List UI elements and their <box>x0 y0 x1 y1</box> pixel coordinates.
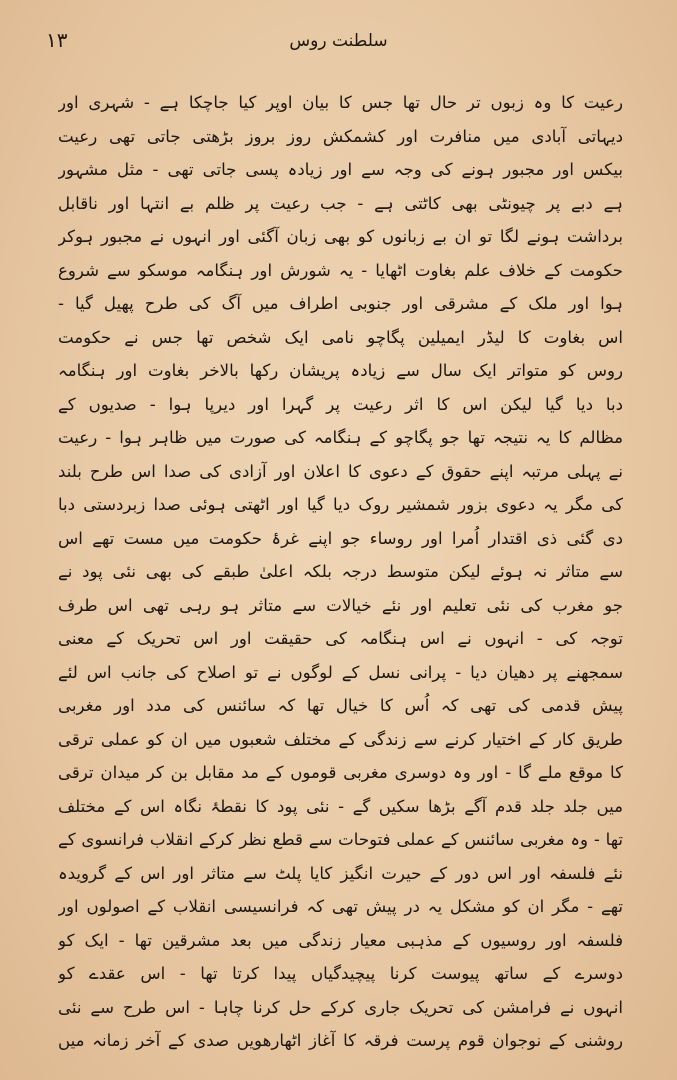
text-line: ہوا اور ملک کے مشرقی اور جنوبی اطراف میں آگ کی طرح پھیل گیا - <box>58 294 623 313</box>
text-line: روشنی کے نوجوان قوم پرست فرقہ کا آغاز اٹھارھویں صدی کے آخر زمانہ میں <box>58 1031 623 1050</box>
text-line: نے پہلی مرتبہ اپنے حقوق کے دعوی کا اعلان اور آزادی کی صدا اس طرح بلند <box>58 461 623 481</box>
text-line: دوسرے کے ساتھ پیوست کرنا پیچیدگیاں پیدا کرتا تھا - اس عقدے کو <box>58 964 623 983</box>
text-line: طریق کار کے اختیار کرنے سے زندگی کے مختلف شعبوں میں ان کو عملی ترقی <box>58 729 623 749</box>
text-line: سمجھنے پر دھیان دیا - پرانی نسل کے لوگوں نے تو اصلاح کی جانب اس لئے <box>58 662 623 682</box>
text-line: انہوں نے فرامشن کی تحریک جاری کرکے حل کرنا چاہا - اس طرح سے نئی <box>58 997 623 1017</box>
text-line: فلسفہ اور روسیوں کے مذہبی معیار زندگی میں بعد مشرقین تھا - ایک کو <box>58 930 623 950</box>
text-line: کا موقع ملے گا - اور وہ دوسری مغربی قوموں کے مد مقابل بن کر میدان ترقی <box>58 763 623 782</box>
text-line: پیش قدمی کی تھی کہ اُس کا خیال تھا کہ سائنس کی مدد اور مغربی <box>58 696 623 715</box>
text-line: ہے دبے پر چیونٹی بھی کاٹتی ہے - جب رعیت پر ظلم بے انتہا اور ناقابل <box>58 193 623 213</box>
running-title: سلطنت روس <box>289 31 388 51</box>
text-line: روس کو متواتر ایک سال سے زیادہ پریشان رکھا بالاخر بغاوت اور ہنگامہ <box>58 361 623 380</box>
text-line: رعیت کا وہ زبوں تر حال تھا جس کا بیان اوپر کیا جاچکا ہے - شہری اور <box>58 93 623 112</box>
text-line: بیکس اور مجبور ہونے کی وجہ سے اور زیادہ پسی جاتی تھی - مثل مشہور <box>58 160 623 179</box>
text-line: اس بغاوت کا لیڈر ایمیلین پگاچو نامی ایک شخص تھا جس نے حکومت <box>58 327 623 347</box>
body-text <box>58 86 623 1058</box>
text-line: کی مگر یہ دعوی بزور شمشیر روک دیا گیا اور اٹھتی ہوئی صدا زبردستی دبا <box>58 495 623 514</box>
text-line: سے متاثر نہ ہوئے لیکن متوسط درجہ بلکہ اعلیٰ طبقے کی بھی نئی پود نے <box>58 562 623 581</box>
page-number: ١٣ <box>46 28 68 52</box>
text-line: دیہاتی آبادی میں منافرت اور کشمکش روز بروز بڑھتی جاتی تھی رعیت <box>58 126 623 146</box>
text-line: دی گئی ذی اقتدار اُمرا اور روساء جو اپنے غرۂ حکومت میں مست تھے اس <box>58 528 623 548</box>
text-line: برداشت ہونے لگا تو ان بے زبانوں کو بھی زبان آگئی اور انہوں نے مجبور ہوکر <box>58 227 623 246</box>
text-line: دبا دیا گیا لیکن اس کا اثر رعیت پر گہرا اور دیرپا ہوا - صدیوں کے <box>58 394 623 414</box>
text-line: جو مغرب کی نئی تعلیم اور نئے خیالات سے متاثر ہو رہی تھی اس طرف <box>58 595 623 615</box>
text-line: تھا - وہ مغربی سائنس کے عملی فتوحات سے قطع نظر کرکے انقلاب فرانسوی کے <box>58 830 623 849</box>
text-line: میں جلد جلد قدم آگے بڑھا سکیں گے - نئی پود کا نقطۂ نگاہ اس کے مختلف <box>58 796 623 816</box>
text-line: تھے - مگر ان کو مشکل یہ در پیش تھی کہ فرانسیسی انقلاب کے اصولوں اور <box>58 897 623 916</box>
text-line: نئے فلسفہ اور اس دور کے حیرت انگیز کایا پلٹ سے متاثر اور اس کے گرویدہ <box>58 863 623 883</box>
text-line: حکومت کے خلاف علم بغاوت اٹھایا - یہ شورش اور ہنگامہ موسکو سے شروع <box>58 260 623 280</box>
text-line: مظالم کا یہ نتیجہ تھا جو پگاچو کے ہنگامہ کی صورت میں ظاہر ہوا - رعیت <box>58 428 623 447</box>
text-line: توجہ کی - انہوں نے اس ہنگامہ کی حقیقت اور اس تحریک کے معنی <box>58 629 623 648</box>
